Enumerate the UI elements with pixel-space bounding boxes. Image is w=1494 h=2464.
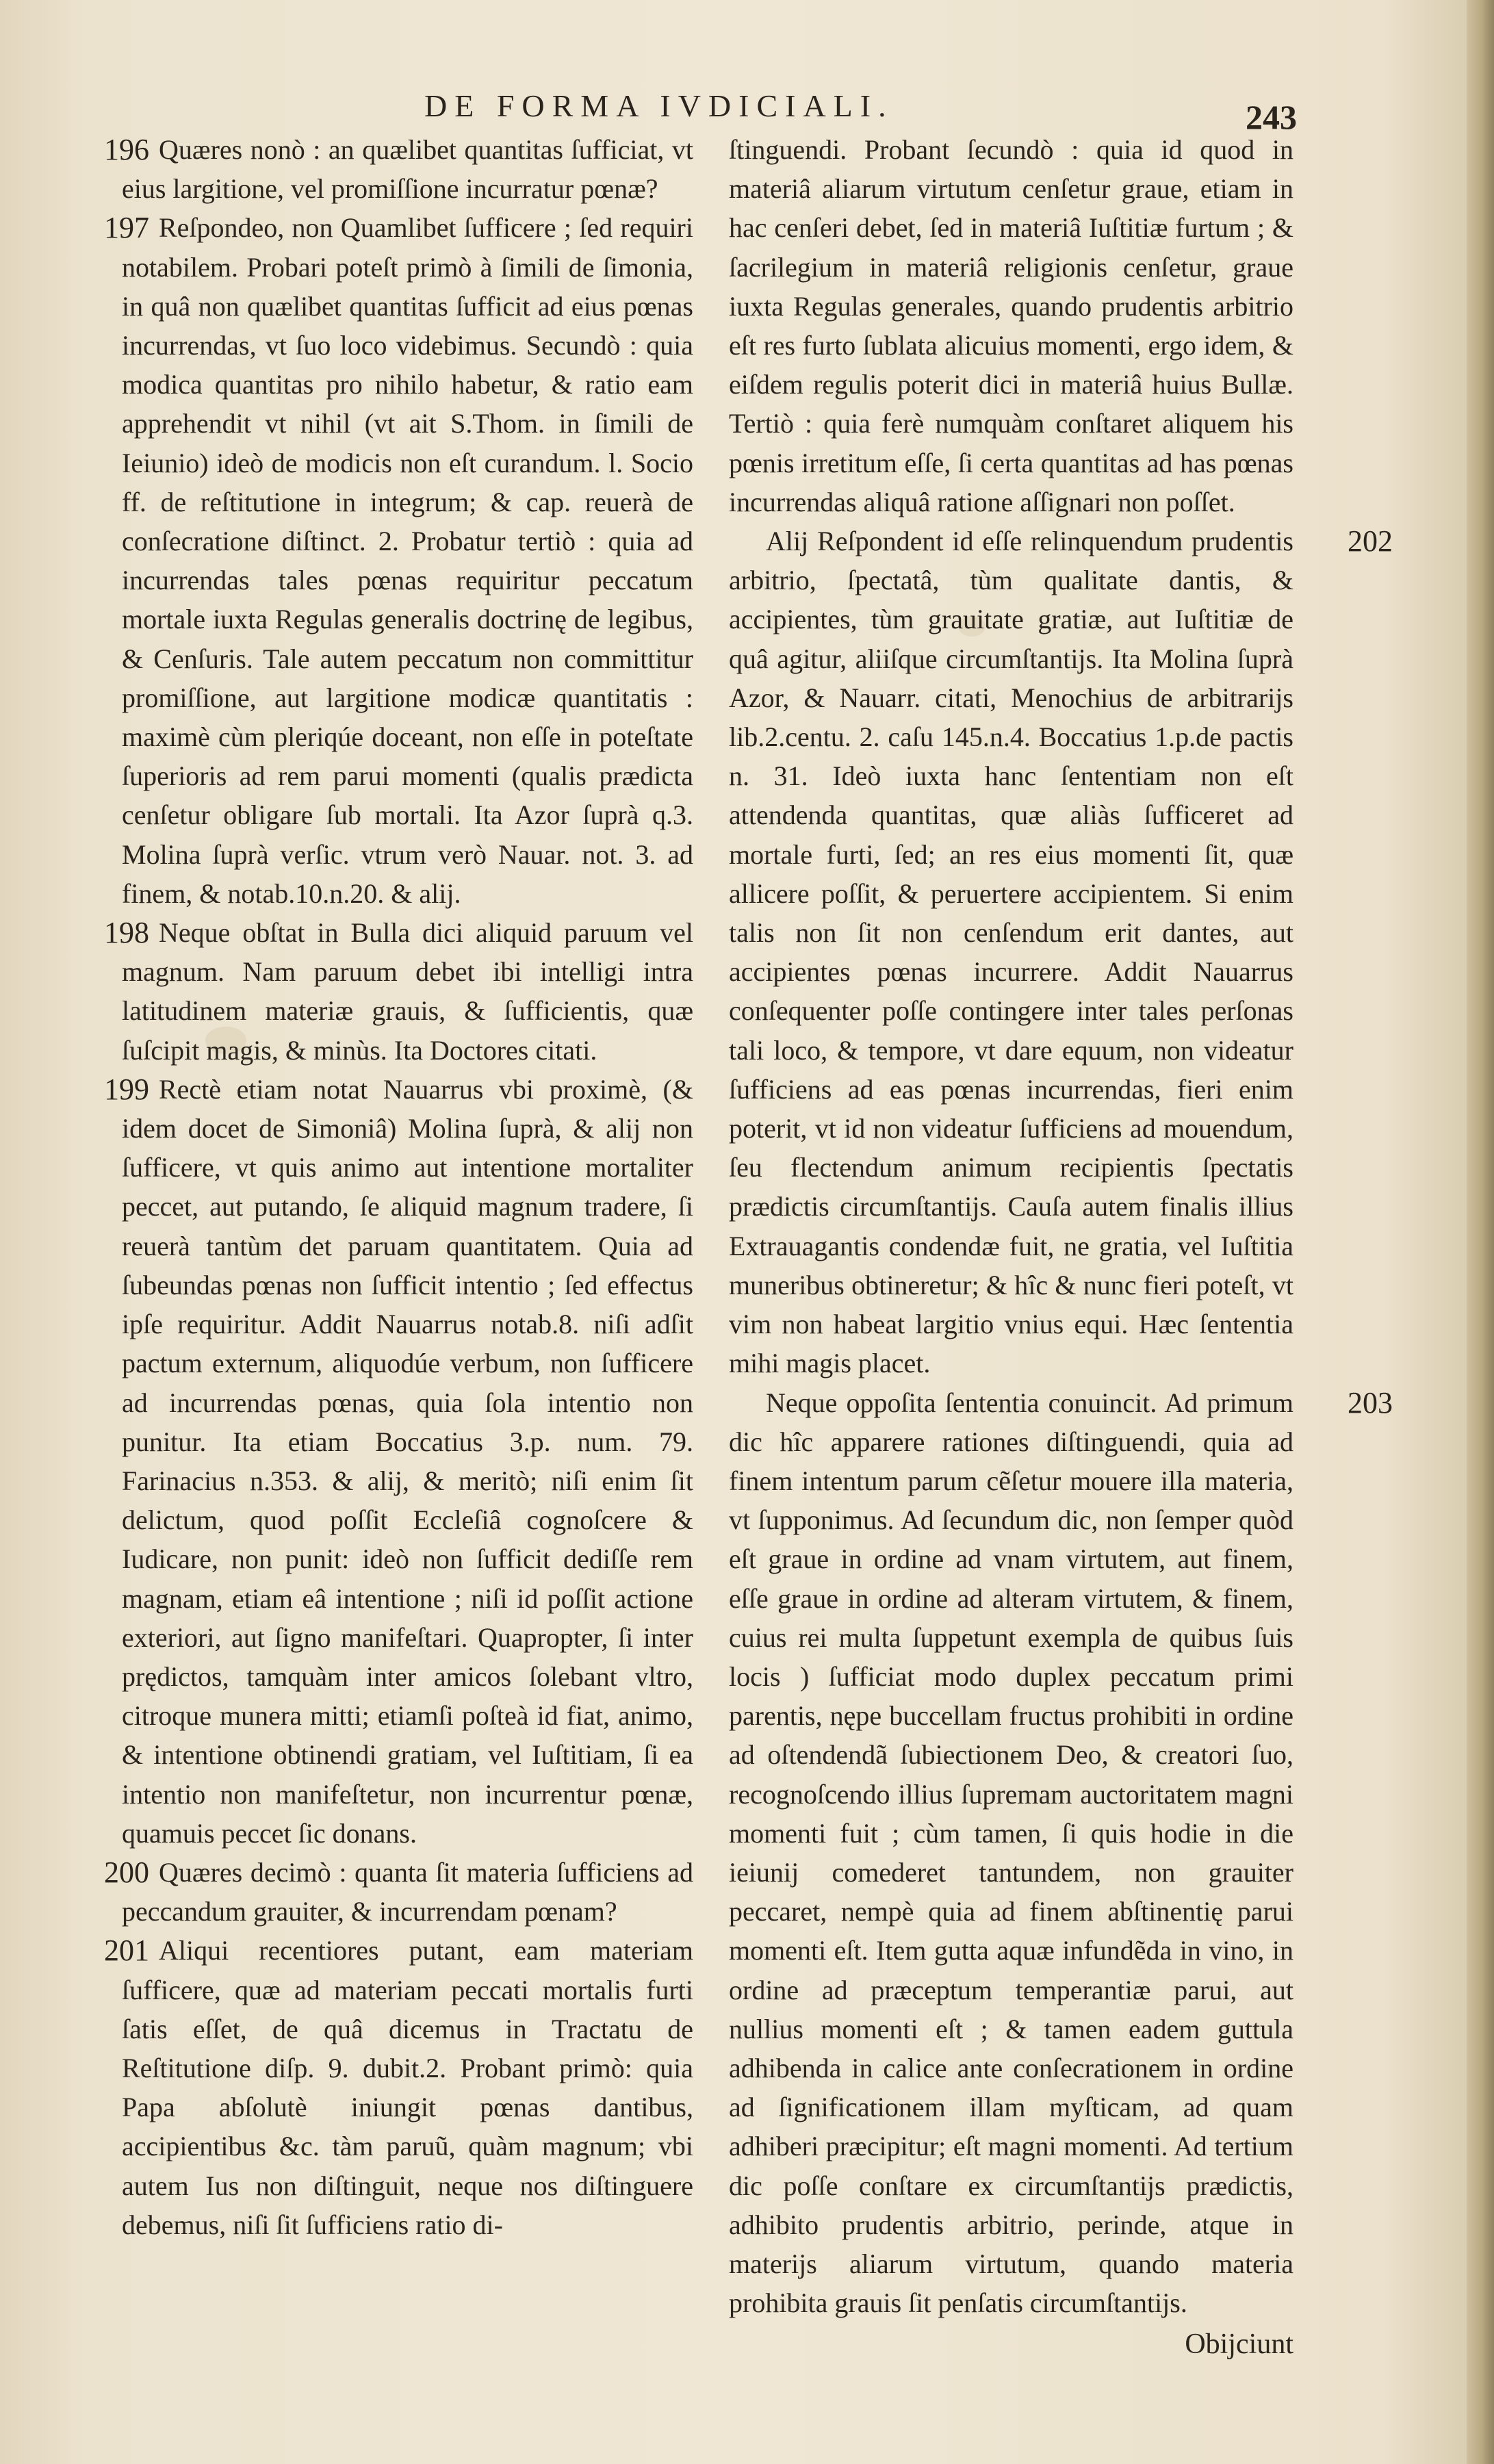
marginal-number: 198 xyxy=(104,916,149,950)
marginal-number: 200 xyxy=(104,1855,149,1889)
marginal-number: 196 xyxy=(104,133,149,166)
paragraph-text: Neque oppoſita ſententia conuincit. Ad primum dic hîc apparere rationes diſtinguendi, quia ad finem intentum parum cẽſetur mouere illa materia, vt ſupponimus. Ad ſecundum dic, non ſemper quòd eſt graue in ordine ad vnam virtutem, aut finem, eſſe graue in ordine ad alteram virtutem, & finem, cuius rei multa ſuppetunt exempla de quibus ſuis locis ) ſufficiat modo duplex peccatum primi parentis, nępe buccellam fructus prohibiti in ordine ad oſtendendã ſubiectionem Deo, & creatori ſuo, recognoſcendo illius ſupremam auctoritatem magni momenti fuit ; cùm tamen, ſi quis hodie in die ieiunij comederet tantundem, non grauiter peccaret, nempè quia ad finem abſtinentię parui momenti eſt. Item gutta aquæ infundẽda in vino, in ordine ad præceptum temperantiæ parui, aut nullius momenti eſt ; & tamen eadem guttula adhibenda in calice ante conſecrationem in ordine ad ſignificationem illam myſticam, ad quam adhiberi præcipitur; eſt magni momenti. Ad tertium dic poſſe conſtare ex circumſtantijs prædictis, adhibito prudentis arbitrio, perinde, atque in materijs aliarum virtutum, quando materia prohibita grauis ſit penſatis circumſtantijs. xyxy=(729,1387,1293,2319)
right-column xyxy=(729,130,1393,2322)
paragraph-text: Neque obſtat in Bulla dici aliquid paruum vel magnum. Nam paruum debet ibi intelligi intra latitudinem materiæ grauis, & ſufficientis, quæ ſuſcipit magis, & minùs. Ita Doctores citati. xyxy=(122,917,693,1066)
paragraph xyxy=(104,130,693,208)
paragraph xyxy=(729,1383,1393,2323)
marginal-number: 199 xyxy=(104,1072,149,1106)
catchword: Obijciunt xyxy=(1185,2328,1293,2360)
marginal-number: 197 xyxy=(104,211,149,245)
paragraph-text: Alij Reſpondent id eſſe relinquendum prudentis arbitrio, ſpectatâ, tùm qualitate dantis, & accipientes, tùm grauitate gratiæ, aut Iuſtitiæ de quâ agitur, aliiſque circumſtantijs. Ita Molina ſuprà Azor, & Nauarr. citati, Menochius de arbitrarijs lib.2.centu. 2. caſu 145.n.4. Boccatius 1.p.de pactis n. 31. Ideò iuxta hanc ſententiam non eſt attendenda quantitas, quæ aliàs ſufficeret ad mortale furti, ſed; an res eius momenti ſit, quæ allicere poſſit, & peruertere accipientem. Si enim talis non ſit non cenſendum erit dantes, aut accipientes pœnas incurrere. Addit Nauarrus conſequenter poſſe contingere inter tales perſonas tali loco, & tempore, vt dare equum, non videatur ſufficiens ad eas pœnas incurrendas, fieri enim poterit, vt id non videatur ſufficiens ad mouendum, ſeu flectendum animum recipientis ſpectatis prædictis circumſtantijs. Cauſa autem finalis illius Extrauagantis condendæ fuit, ne gratia, vel Iuſtitia muneribus obtineretur; & hîc & nunc fieri poteſt, vt vim non habeat largitio vnius equi. Hæc ſententia mihi magis placet. xyxy=(729,526,1293,1379)
paragraph xyxy=(104,208,693,913)
left-column xyxy=(104,130,693,2244)
paragraph xyxy=(729,522,1393,1383)
paragraph-text: Reſpondeo, non Quamlibet ſufficere ; ſed requiri notabilem. Probari poteſt primò à ſimili de ſimonia, in quâ non quælibet quantitas ſufficit ad eius pœnas incurrendas, vt ſuo loco videbimus. Secundò : quia modica quantitas pro nihilo habetur, & ratio eam apprehendit vt nihil (vt ait S.Thom. in ſimili de Ieiunio) ideò de modicis non eſt curandum. l. Socio ff. de reſtitutione in integrum; & cap. reuerà de conſecratione diſtinct. 2. Probatur tertiò : quia ad incurrendas tales pœnas requiritur peccatum mortale iuxta Regulas generalis doctrinę de legibus, & Cenſuris. Tale autem peccatum non committitur promiſſione, aut largitione modicæ quantitatis : maximè cùm pleriqúe doceant, non eſſe in poteſtate ſuperioris ad rem parui momenti (qualis prædicta cenſetur obligare ſub mortali. Ita Azor ſuprà q.3. Molina ſuprà verſic. vtrum verò Nauar. not. 3. ad finem, & notab.10.n.20. & alij. xyxy=(122,212,693,909)
paragraph-text: Quæres decimò : quanta ſit materia ſufficiens ad peccandum grauiter, & incurrendam pœnam? xyxy=(122,1856,693,1927)
running-title: DE FORMA IVDICIALI. xyxy=(424,88,894,123)
page-edge xyxy=(1467,0,1494,2464)
paragraph xyxy=(729,130,1293,522)
paragraph-text: Quæres nonò : an quælibet quantitas ſufficiat, vt eius largitione, vel promiſſione incurratur pœnæ? xyxy=(122,134,693,205)
paragraph-text: Rectè etiam notat Nauarrus vbi proximè, (& idem docet de Simoniâ) Molina ſuprà, & alij non ſufficere, vt quis animo aut intentione mortaliter peccet, aut putando, ſe aliquid magnum tradere, ſi reuerà tantùm det paruam quantitatem. Quia ad ſubeundas pœnas non ſufficit intentio ; ſed effectus ipſe requiritur. Addit Nauarrus notab.8. niſi adſit pactum externum, aliquodúe verbum, non ſufficere ad incurrendas pœnas, quia ſola intentio non punitur. Ita etiam Boccatius 3.p. num. 79. Farinacius n.353. & alij, & meritò; niſi enim ſit delictum, quod poſſit Eccleſiâ cognoſcere & Iudicare, non punit: ideò non ſufficit dediſſe rem magnam, etiam eâ intentione ; niſi id poſſit actione exteriori, aut ſigno manifeſtari. Quapropter, ſi inter prędictos, tamquàm inter amicos ſolebant vltro, citroque munera mitti; etiamſi poſteà id fiat, animo, & intentione obtinendi gratiam, vel Iuſtitiam, ſi ea intentio non manifeſtetur, non incurrentur pœnæ, quamuis peccet ſic donans. xyxy=(122,1073,693,1849)
paragraph-text: Aliqui recentiores putant, eam materiam ſufficere, quæ ad materiam peccati mortalis furti ſatis eſſet, de quâ dicemus in Tractatu de Reſtitutione diſp. 9. dubit.2. Probant primò: quia Papa abſolutè iniungit pœnas dantibus, accipientibus &c. tàm paruũ, quàm magnum; vbi autem Ius non diſtinguit, neque nos diſtinguere debemus, niſi ſit ſufficiens ratio di- xyxy=(122,1935,693,2240)
page-number: 243 xyxy=(1246,98,1297,136)
paragraph xyxy=(104,1931,693,2244)
marginal-number: 201 xyxy=(104,1934,149,1968)
paragraph xyxy=(104,913,693,1070)
page-header xyxy=(0,88,1471,136)
paragraph xyxy=(104,1853,693,1931)
marginal-number: 203 xyxy=(1348,1385,1393,1420)
paragraph xyxy=(104,1070,693,1853)
paragraph-text: ſtinguendi. Probant ſecundò : quia id quod in materiâ aliarum virtutum cenſetur graue, etiam in hac cenſeri debet, ſed in materiâ Iuſtitiæ furtum ; & ſacrilegium in materiâ religionis cenſetur, graue iuxta Regulas generales, quando prudentis arbitrio eſt res furto ſublata alicuius momenti, ergo idem, & eiſdem regulis poterit dici in materiâ huius Bullæ. Tertiò : quia ferè numquàm conſtaret aliquem his pœnis irretitum eſſe, ſi certa quantitas ad has pœnas incurrendas aliquâ ratione aſſignari non poſſet. xyxy=(729,134,1293,517)
marginal-number: 202 xyxy=(1348,524,1393,559)
